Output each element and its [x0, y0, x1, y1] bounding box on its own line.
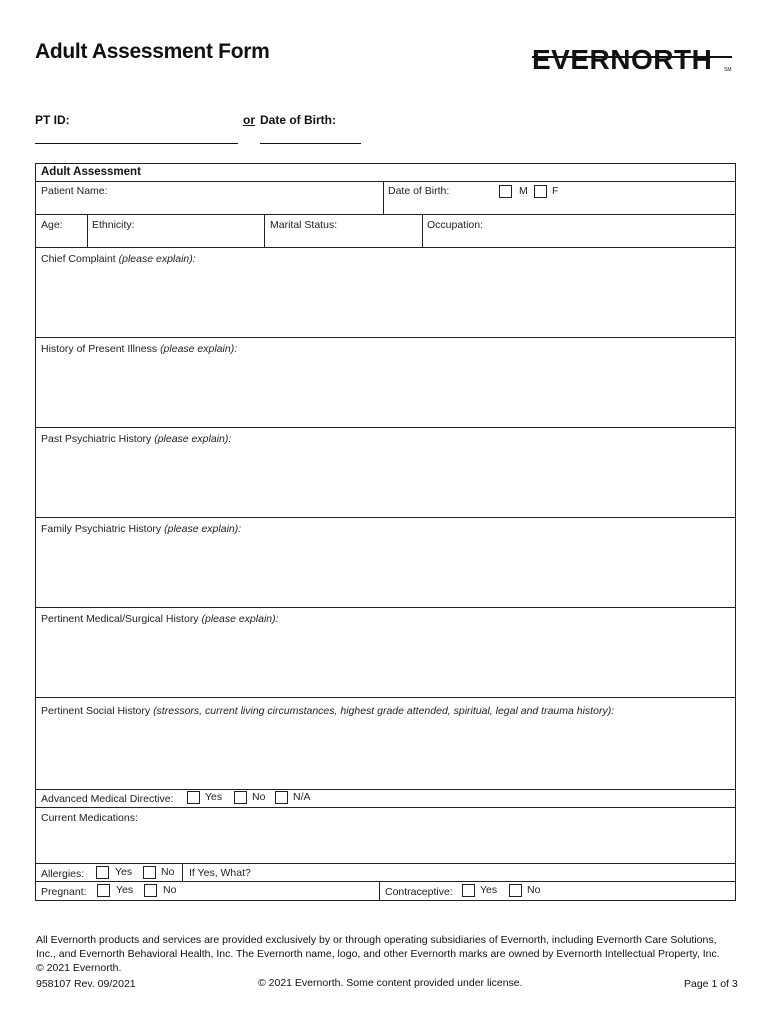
- divider: [264, 215, 265, 247]
- header-dob-label: Date of Birth:: [260, 113, 336, 127]
- medical-surgical-label: Pertinent Medical/Surgical History (please explain):: [41, 613, 279, 625]
- present-illness-label: History of Present Illness (please explain):: [41, 343, 238, 355]
- allergies-label: Allergies:: [41, 868, 85, 880]
- divider: [379, 882, 380, 900]
- present-illness-row[interactable]: [36, 338, 735, 428]
- allergies-yes-label: Yes: [115, 866, 133, 878]
- contraceptive-label: Contraceptive:: [385, 886, 453, 898]
- pregnant-label: Pregnant:: [41, 886, 87, 898]
- divider: [182, 864, 183, 881]
- sex-m-checkbox[interactable]: [499, 185, 512, 198]
- disclaimer-text: All Evernorth products and services are provided exclusively by or through operating subsidiaries of Evernorth, including Evernorth Care Solutions, Inc., and Evernorth Behavioral Health, Inc. The Evernorth name, logo, and other Evernorth marks are owned by Evernorth Intellectual Property, Inc.: [36, 934, 720, 960]
- directive-yes-checkbox[interactable]: [187, 791, 200, 804]
- allergies-no-checkbox[interactable]: [143, 866, 156, 879]
- pregnant-row: [36, 882, 735, 900]
- age-label: Age:: [41, 219, 63, 231]
- section-header-row: [36, 164, 735, 182]
- advanced-directive-row: [36, 790, 735, 808]
- directive-na-checkbox[interactable]: [275, 791, 288, 804]
- past-psych-row[interactable]: [36, 428, 735, 518]
- sex-f-label: F: [552, 185, 559, 197]
- header-dob-field[interactable]: [260, 143, 361, 144]
- pt-id-field[interactable]: [35, 143, 238, 144]
- pregnant-no-label: No: [163, 884, 177, 896]
- chief-complaint-row[interactable]: [36, 248, 735, 338]
- logo-mark: SM: [724, 67, 732, 73]
- pt-id-label: PT ID:: [35, 113, 70, 127]
- divider: [87, 215, 88, 247]
- divider: [422, 215, 423, 247]
- contraceptive-yes-checkbox[interactable]: [462, 884, 475, 897]
- sex-m-label: M: [519, 185, 528, 197]
- contraceptive-no-checkbox[interactable]: [509, 884, 522, 897]
- past-psych-label: Past Psychiatric History (please explain):: [41, 433, 232, 445]
- page-number: Page 1 of 3: [684, 978, 738, 990]
- current-medications-row[interactable]: [36, 808, 735, 864]
- family-psych-row[interactable]: [36, 518, 735, 608]
- social-history-label: Pertinent Social History (stressors, current living circumstances, highest grade attended, spiritual, legal and trauma history):: [41, 705, 615, 717]
- section-title: Adult Assessment: [41, 166, 141, 178]
- patient-name-label: Patient Name:: [41, 185, 108, 197]
- divider: [383, 182, 384, 214]
- license-text: © 2021 Evernorth. Some content provided under license.: [258, 977, 523, 989]
- pregnant-yes-label: Yes: [116, 884, 134, 896]
- page-title: Adult Assessment Form: [35, 40, 270, 63]
- current-medications-label: Current Medications:: [41, 812, 138, 824]
- sex-f-checkbox[interactable]: [534, 185, 547, 198]
- footer-disclaimer: [36, 933, 736, 975]
- demographics-row: [36, 215, 735, 248]
- adult-assessment-form: [35, 163, 736, 901]
- dob-label: Date of Birth:: [388, 185, 450, 197]
- marital-status-label: Marital Status:: [270, 219, 338, 231]
- allergies-yes-checkbox[interactable]: [96, 866, 109, 879]
- logo-text: EVERNORTH: [532, 44, 713, 75]
- copyright-text: © 2021 Evernorth.: [36, 962, 122, 974]
- allergies-row: [36, 864, 735, 882]
- advanced-directive-label: Advanced Medical Directive:: [41, 793, 174, 805]
- pregnant-no-checkbox[interactable]: [144, 884, 157, 897]
- chief-complaint-label: Chief Complaint (please explain):: [41, 253, 196, 265]
- or-label: or: [243, 113, 255, 127]
- ethnicity-label: Ethnicity:: [92, 219, 135, 231]
- pregnant-yes-checkbox[interactable]: [97, 884, 110, 897]
- if-yes-what-label: If Yes, What?: [189, 867, 251, 879]
- directive-na-label: N/A: [293, 791, 311, 803]
- directive-no-checkbox[interactable]: [234, 791, 247, 804]
- medical-surgical-row[interactable]: [36, 608, 735, 698]
- contraceptive-no-label: No: [527, 884, 541, 896]
- allergies-no-label: No: [161, 866, 175, 878]
- social-history-row[interactable]: [36, 698, 735, 790]
- patient-row: [36, 182, 735, 215]
- directive-yes-label: Yes: [205, 791, 223, 803]
- form-number: 958107 Rev. 09/2021: [36, 978, 136, 990]
- evernorth-logo: [532, 40, 737, 76]
- contraceptive-yes-label: Yes: [480, 884, 498, 896]
- occupation-label: Occupation:: [427, 219, 484, 231]
- directive-no-label: No: [252, 791, 266, 803]
- family-psych-label: Family Psychiatric History (please explain):: [41, 523, 242, 535]
